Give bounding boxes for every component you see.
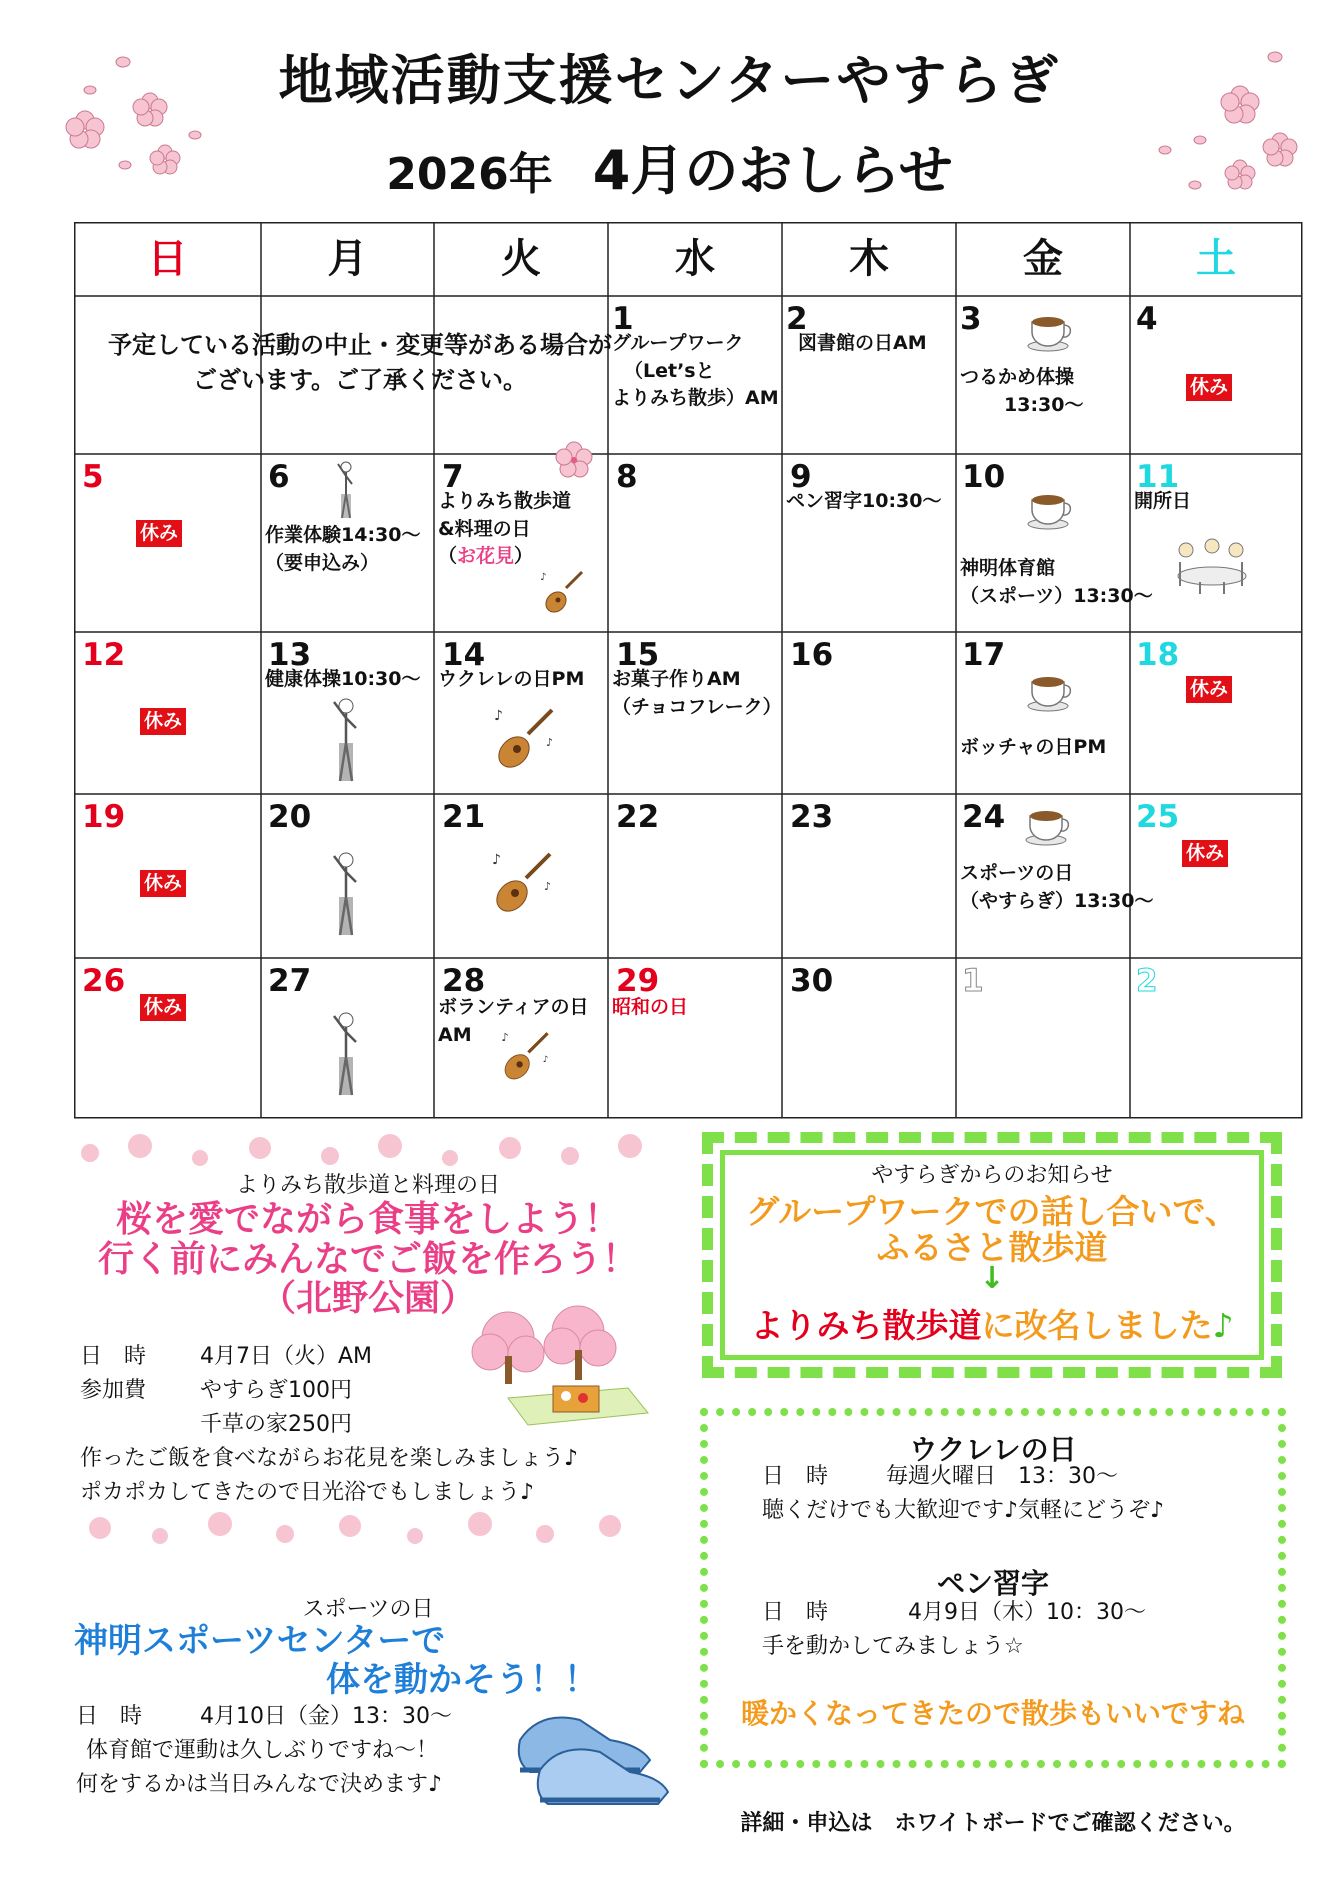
next-month-day-2: 2 xyxy=(1136,963,1158,999)
day-15: 15 xyxy=(616,637,660,673)
day-5: 5 xyxy=(82,459,104,495)
news-label: やすらぎからのお知らせ xyxy=(871,1163,1113,1188)
day-1: 1 xyxy=(612,301,634,337)
day-30: 30 xyxy=(790,963,834,999)
event-24: スポーツの日 （やすらぎ）13:30～ xyxy=(960,862,1154,912)
blossom-right-icon xyxy=(1140,45,1310,195)
day-18: 18 xyxy=(1136,637,1180,673)
rest-badge: 休み xyxy=(136,520,182,547)
weekday-fri: 金 xyxy=(1023,236,1063,282)
day-10: 10 xyxy=(962,459,1006,495)
day-27: 27 xyxy=(268,963,312,999)
event-9: ペン習字10:30～ xyxy=(786,490,942,512)
warm-message: 暖かくなってきたので散歩もいいですね xyxy=(740,1697,1245,1730)
svg-text:♪: ♪ xyxy=(540,572,547,583)
sports-headline: 神明スポーツセンターで 体を動かそう！！ xyxy=(74,1621,598,1701)
yorimichi-details: 日 時 4月7日（火）AM 参加費 やすらぎ100円 千草の家250円 作ったご飯を食べながらお花見を楽しみましょう♪ ポカポカしてきたので日光浴でもしましょう♪ xyxy=(80,1344,579,1506)
day-19: 19 xyxy=(82,799,126,835)
event-11: 開所日 xyxy=(1134,490,1192,512)
coffee-cup-icon xyxy=(1026,312,1074,352)
ukulele-icon xyxy=(488,850,558,920)
event-10: 神明体育館 （スポーツ）13:30～ xyxy=(960,557,1153,607)
day-9: 9 xyxy=(790,459,812,495)
weekday-tue: 火 xyxy=(501,236,541,282)
rest-badge: 休み xyxy=(140,994,186,1021)
svg-text:♪: ♪ xyxy=(494,708,503,724)
weekday-thu: 木 xyxy=(849,236,889,282)
month-title: 4月のおしらせ xyxy=(592,139,953,202)
day-20: 20 xyxy=(268,799,312,835)
footer-note: 詳細・申込は ホワイトボードでご確認ください。 xyxy=(740,1811,1246,1836)
news-headline: グループワークでの話し合いで、 ふるさと散歩道 xyxy=(746,1192,1238,1268)
stretching-person-icon xyxy=(330,460,360,522)
weekday-mon: 月 xyxy=(327,236,368,282)
day-24: 24 xyxy=(962,799,1006,835)
rest-badge: 休み xyxy=(140,708,186,735)
day-8: 8 xyxy=(616,459,638,495)
event-28: ボランティアの日 AM xyxy=(438,996,589,1046)
coffee-cup-icon xyxy=(1026,490,1074,530)
day-7: 7 xyxy=(442,459,464,495)
svg-text:♪: ♪ xyxy=(544,880,552,893)
day-16: 16 xyxy=(790,637,834,673)
rest-badge: 休み xyxy=(1182,840,1228,867)
stretching-person-icon xyxy=(322,1010,368,1100)
year: 2026年 xyxy=(386,149,553,200)
blossom-border-icon xyxy=(70,1506,666,1552)
event-17: ボッチャの日PM xyxy=(960,736,1107,758)
svg-text:♪: ♪ xyxy=(501,1031,509,1045)
stretching-person-icon xyxy=(322,850,368,940)
svg-text:♪: ♪ xyxy=(546,736,554,749)
event-15: お菓子作りAM （チョコフレーク） xyxy=(612,668,782,718)
sports-label: スポーツの日 xyxy=(302,1597,434,1622)
arrow-down-icon: ↓ xyxy=(979,1261,1005,1296)
event-29: 昭和の日 xyxy=(612,996,689,1018)
sneakers-icon xyxy=(510,1700,680,1810)
stretching-person-icon xyxy=(322,696,368,786)
rest-badge: 休み xyxy=(1186,374,1232,401)
svg-text:♪: ♪ xyxy=(492,852,501,868)
event-1: グループワーク （Let’sと よりみち散歩）AM xyxy=(612,332,779,410)
sports-details: 日 時 4月10日（金）13：30～ 体育館で運動は久しぶりですね～！ 何をするかは当日みんなで決めます♪ xyxy=(76,1704,452,1798)
yorimichi-label: よりみち散歩道と料理の日 xyxy=(235,1173,500,1198)
rest-badge: 休み xyxy=(140,870,186,897)
pen-details: 日 時 4月9日（木）10：30～ 手を動かしてみましょう☆ xyxy=(762,1600,1146,1660)
event-7: よりみち散歩道 &料理の日 （お花見） xyxy=(438,490,572,568)
people-meeting-icon xyxy=(1170,536,1254,596)
calendar-notice: 予定している活動の中止・変更等がある場合がございます。ご了承ください。 xyxy=(108,331,612,394)
day-2: 2 xyxy=(786,301,808,337)
coffee-cup-icon xyxy=(1026,672,1074,712)
weekday-wed: 水 xyxy=(675,236,715,282)
page-title: 地域活動支援センターやすらぎ xyxy=(278,49,1061,112)
day-28: 28 xyxy=(442,963,486,999)
ukulele-details: 日 時 毎週火曜日 13：30～ 聴くだけでも大歓迎です♪気軽にどうぞ♪ xyxy=(762,1464,1165,1524)
day-6: 6 xyxy=(268,459,290,495)
day-25: 25 xyxy=(1136,799,1180,835)
day-23: 23 xyxy=(790,799,834,835)
day-29: 29 xyxy=(616,963,660,999)
day-11: 11 xyxy=(1136,459,1180,495)
day-26: 26 xyxy=(82,963,126,999)
cherry-tree-picnic-icon xyxy=(458,1298,658,1428)
cherry-blossom-icon xyxy=(548,436,602,486)
event-6: 作業体験14:30～ （要申込み） xyxy=(265,524,421,574)
event-14: ウクレレの日PM xyxy=(438,668,585,690)
pen-title: ペン習字 xyxy=(936,1567,1049,1600)
rest-badge: 休み xyxy=(1186,676,1232,703)
ukulele-icon xyxy=(498,1030,554,1086)
event-2: 図書館の日AM xyxy=(798,332,927,354)
day-3: 3 xyxy=(960,301,982,337)
day-13: 13 xyxy=(268,637,312,673)
svg-text:♪: ♪ xyxy=(542,1055,549,1065)
event-13: 健康体操10:30～ xyxy=(265,668,421,690)
coffee-cup-icon xyxy=(1024,806,1072,846)
ukulele-title: ウクレレの日 xyxy=(909,1433,1077,1466)
next-month-day-1: 1 xyxy=(962,963,984,999)
day-14: 14 xyxy=(442,637,486,673)
ukulele-icon xyxy=(540,570,586,618)
day-21: 21 xyxy=(442,799,486,835)
event-3: つるかめ体操 13:30～ xyxy=(960,366,1084,416)
news-rename: よりみち散歩道に改名しました♪ xyxy=(750,1306,1234,1345)
ukulele-icon xyxy=(490,706,560,776)
day-22: 22 xyxy=(616,799,660,835)
day-4: 4 xyxy=(1136,301,1158,337)
day-12: 12 xyxy=(82,637,126,673)
weekday-sun: 日 xyxy=(147,236,188,282)
day-17: 17 xyxy=(962,637,1006,673)
yorimichi-headline: 桜を愛でながら食事をしよう！ 行く前にみんなでご飯を作ろう！ （北野公園） xyxy=(97,1199,638,1320)
weekday-sat: 土 xyxy=(1196,236,1236,282)
blossom-left-icon xyxy=(55,50,205,180)
